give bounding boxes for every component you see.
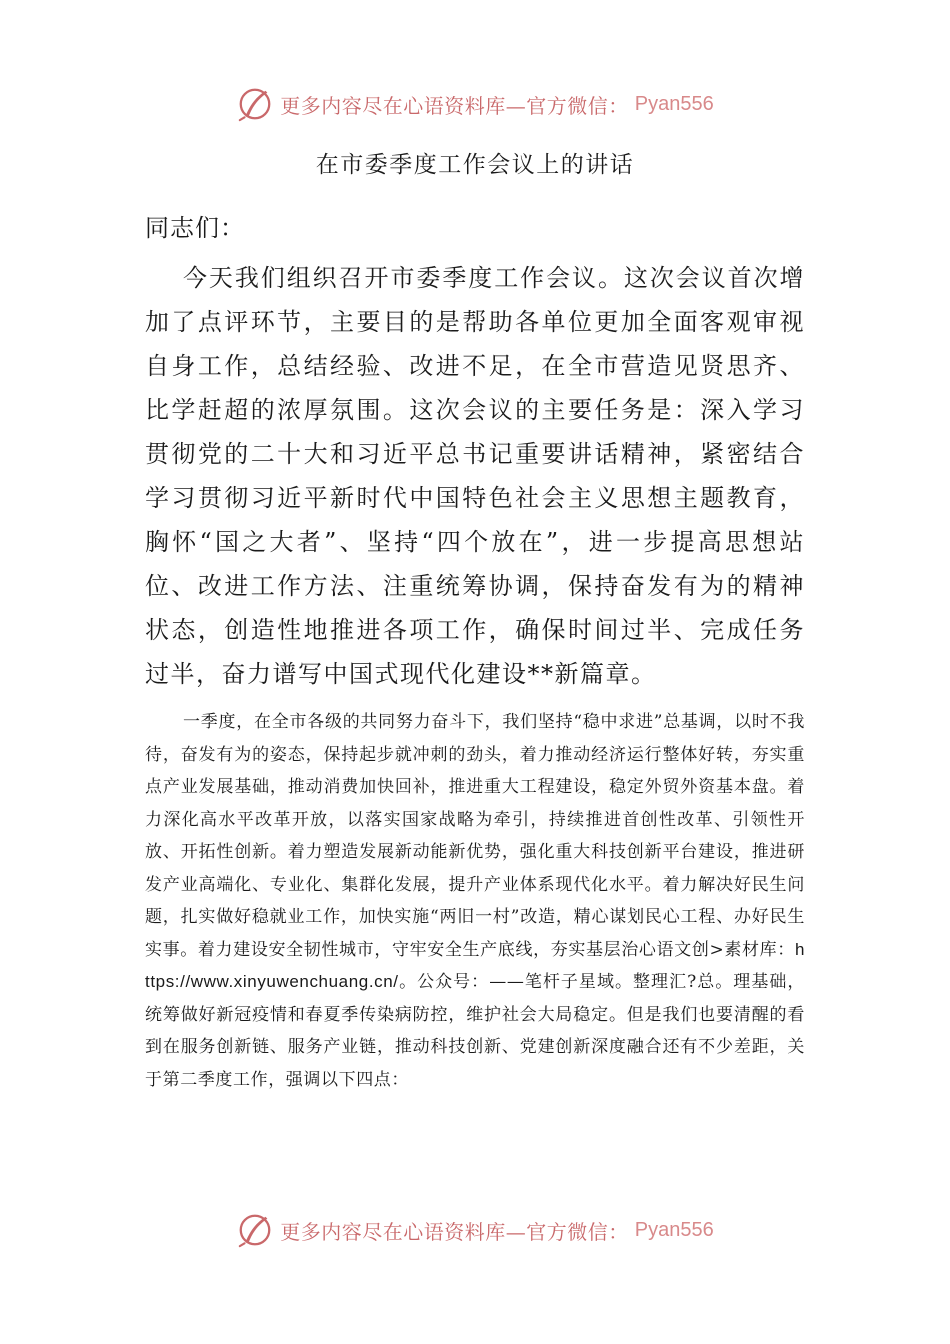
watermark-footer: [0, 1208, 950, 1252]
body-paragraph: [145, 706, 805, 1096]
watermark-text: 更多内容尽在心语资料库—官方微信：: [280, 93, 629, 118]
body-text-part-1: 一季度，在全市各级的共同努力奋斗下，我们坚持“稳中求进”总基调，以时不我待，奋发有为的姿态，保持起步就冲刺的劲头，着力推动经济运行整体好转，夯实重点产业发展基础，推动消费加快回补，推进重大工程建设，稳定外贸外资基本盘。着力深化高水平改革开放，以落实国家战略为牵引，持续推进首创性改革、引领性开放、开拓性创新。着力塑造发展新动能新优势，强化重大科技创新平台建设，推进研发产业高端化、专业化、集群化发展，提升产业体系现代化水平。着力解决好民生问题，扎实做好稳就业工作，加快实施“两旧一村”改造，精心谋划民心工程、办好民生实事。着力建设安全韧性城市，守牢安全生产底线，夯实基层治心语文创>素材库：: [145, 712, 805, 960]
feather-pen-logo-icon: [236, 1211, 274, 1249]
watermark-header: [0, 82, 950, 126]
watermark-wechat-id: Pyan556: [634, 92, 714, 115]
feather-pen-logo-icon: [236, 85, 274, 123]
opening-paragraph: 今天我们组织召开市委季度工作会议。这次会议首次增加了点评环节，主要目的是帮助各单位更加全面客观审视自身工作，总结经验、改进不足，在全市营造见贤思齐、比学赶超的浓厚氛围。这次会议的主要任务是：深入学习贯彻党的二十大和习近平总书记重要讲话精神，紧密结合学习贯彻习近平新时代中国特色社会主义思想主题教育，胸怀“国之大者”、坚持“四个放在”，进一步提高思想站位、改进工作方法、注重统筹协调，保持奋发有为的精神状态，创造性地推进各项工作，确保时间过半、完成任务过半，奋力谱写中国式现代化建设**新篇章。: [145, 264, 805, 688]
document-title: 在市委季度工作会议上的讲话: [315, 152, 635, 178]
watermark-wechat-id: Pyan556: [634, 1218, 714, 1241]
watermark-text: 更多内容尽在心语资料库—官方微信：: [280, 1219, 629, 1244]
salutation: 同志们：: [145, 214, 245, 242]
body-text-part-2: 。公众号：——笔杆子星域。整理汇?总。理基础，统筹做好新冠疫情和春夏季传染病防控，维护社会大局稳定。但是我们也要清醒的看到在服务创新链、服务产业链，推动科技创新、党建创新深度融合还有不少差距，关于第二季度工作，强调以下四点：: [145, 972, 805, 1090]
source-url-link[interactable]: https://www.xinyuwenchuang.cn/: [145, 939, 805, 991]
